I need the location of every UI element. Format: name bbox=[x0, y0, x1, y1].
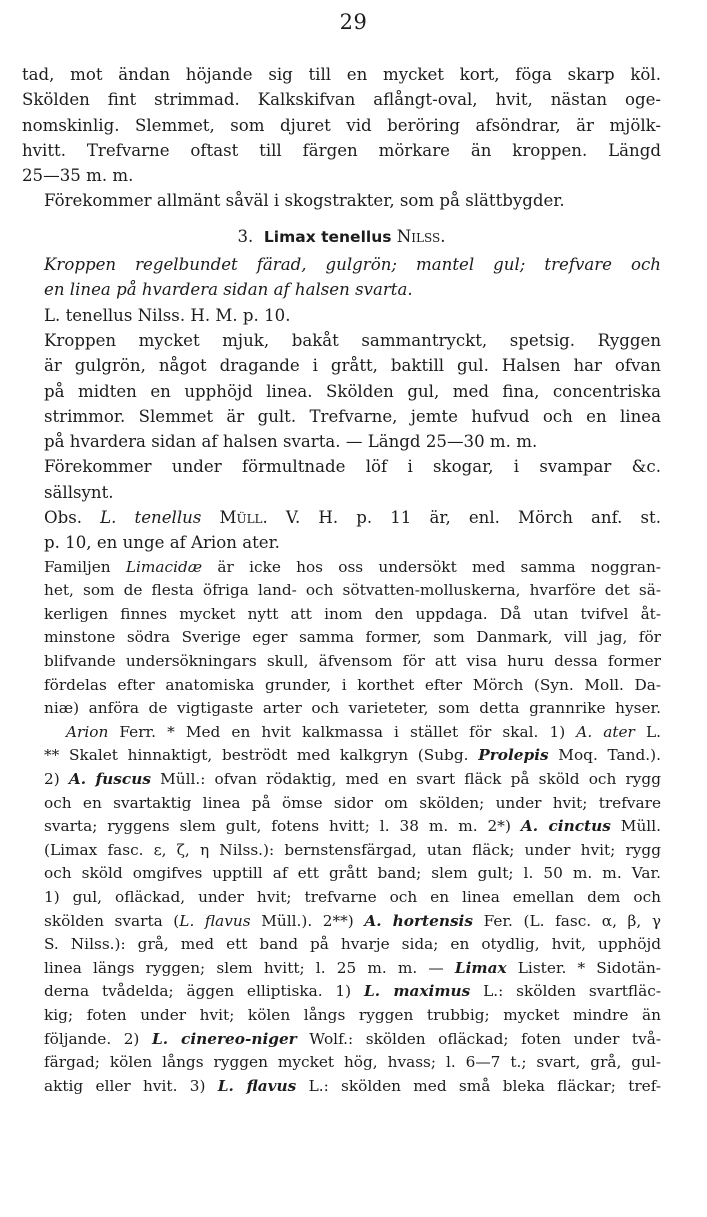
text-line bbox=[22, 277, 661, 302]
species-heading bbox=[22, 224, 661, 250]
text-line: kig; foten under hvit; kölen långs ryggen trubbig; mycket mindre än bbox=[44, 1005, 661, 1024]
text-fragment: Müll.: ofvan rödaktig, med en svart fläck på sköld och rygg bbox=[160, 769, 661, 788]
text-fragment: 2) bbox=[44, 769, 60, 788]
text-line: kerligen finnes mycket nytt att inom den uppdaga. Då utan tvifvel åt- bbox=[44, 604, 661, 623]
text-line bbox=[22, 768, 661, 792]
text-line bbox=[22, 910, 661, 934]
taxon-name: A. fuscus bbox=[68, 769, 151, 788]
text-line: nomskinlig. Slemmet, som djuret vid beröring afsöndrar, är mjölk- bbox=[22, 115, 661, 135]
paragraph-species-description bbox=[22, 328, 661, 454]
text-line: tad, mot ändan höjande sig till en mycket kort, föga skarp köl. bbox=[22, 65, 661, 84]
text-line: är gulgrön, något dragande i grått, baktill gul. Halsen har ofvan bbox=[44, 356, 661, 376]
text-fragment: Fer. (L. fasc. α, β, γ bbox=[483, 911, 661, 930]
text-line: och sköld omgifves upptill af ett grått band; slem gult; l. 50 m. m. Var. bbox=[44, 864, 661, 883]
text-fragment: L.: skölden svartfläc- bbox=[483, 982, 661, 1001]
text-line bbox=[22, 721, 661, 745]
text-line: het, som de flesta öfriga land- och sötvatten-molluskerna, hvarföre det sä- bbox=[44, 581, 661, 600]
text-line: på midten en upphöjd linea. Skölden gul, med fina, concentriska bbox=[44, 381, 661, 401]
text-line: blifvande undersökningars skull, äfvensom för att visa huru dessa former bbox=[44, 652, 661, 671]
text-line: och en svartaktig linea på ömse sidor om skölden; under hvit; trefvare bbox=[44, 793, 661, 812]
taxon-name: L. tenellus bbox=[100, 508, 202, 528]
paragraph-family bbox=[22, 556, 661, 1099]
species-author: Nilss. bbox=[396, 226, 446, 246]
author-name: Müll. bbox=[219, 508, 268, 528]
text-line bbox=[22, 1075, 661, 1099]
text-line: Kroppen mycket mjuk, bakåt sammantryckt, spetsig. Ryggen bbox=[44, 330, 661, 350]
text-line: strimmor. Slemmet är gult. Trefvarne, jemte hufvud och en linea bbox=[44, 406, 661, 426]
text-line: (Limax fasc. ε, ζ, η Nilss.): bernstensfärgad, utan fläck; under hvit; rygg bbox=[44, 840, 661, 859]
page-number: 29 bbox=[339, 10, 368, 34]
text-fragment: Müll.). 2**) bbox=[261, 911, 354, 930]
text-line bbox=[22, 1028, 661, 1052]
text-line: Förekommer under förmultnade löf i skogar, i svampar &c. bbox=[44, 457, 661, 477]
text-fragment: L.: skölden med små bleka fläckar; tref- bbox=[308, 1076, 661, 1095]
taxon-name: Arion bbox=[66, 722, 109, 741]
text-fragment: derna tvådelda; äggen elliptiska. 1) bbox=[44, 982, 352, 1001]
text-line: p. 10, en unge af Arion ater. bbox=[44, 533, 280, 553]
text-line: minstone södra Sverige eger samma former, som Danmark, vill jag, för bbox=[44, 628, 661, 647]
paragraph-occurrence-2 bbox=[22, 454, 661, 505]
text-line: niæ) anföra de vigtigaste arter och varieteter, som detta grannrike hyser. bbox=[44, 699, 661, 718]
text-fragment: linea längs ryggen; slem hvitt; l. 25 m. m. — bbox=[44, 958, 444, 977]
species-number: 3. bbox=[237, 226, 254, 246]
text-line: färgad; kölen långs ryggen mycket hög, hvass; l. 6—7 t.; svart, grå, gul- bbox=[44, 1053, 661, 1072]
text-fragment: Ferr. * Med en hvit kalkmassa i stället för skal. 1) bbox=[119, 722, 566, 741]
text-line bbox=[22, 815, 661, 839]
obs-label: Obs. bbox=[44, 508, 83, 528]
text-line bbox=[22, 957, 661, 981]
text-fragment: är icke hos oss undersökt med samma noggran- bbox=[217, 557, 661, 576]
text-line: hvitt. Trefvarne oftast till färgen mörkare än kroppen. Längd bbox=[22, 140, 661, 160]
taxon-name: Prolepis bbox=[478, 746, 549, 765]
diagnosis-text: en linea på hvardera sidan af halsen svarta. bbox=[44, 280, 413, 300]
text-fragment: skölden svarta ( bbox=[44, 911, 180, 930]
text-line: Förekommer allmänt såväl i skogstrakter, som på slättbygder. bbox=[44, 191, 565, 211]
text-line bbox=[22, 980, 661, 1004]
taxon-name: Limax bbox=[454, 958, 507, 977]
species-name: Limax tenellus bbox=[263, 227, 392, 246]
text-fragment: Müll. bbox=[620, 817, 661, 836]
text-line: på hvardera sidan af halsen svarta. — Längd 25—30 m. m. bbox=[44, 432, 538, 452]
text-fragment: Familjen bbox=[44, 557, 111, 576]
text-line: 25—35 m. m. bbox=[22, 166, 134, 186]
text-line bbox=[22, 505, 661, 530]
text-body bbox=[22, 62, 661, 1098]
text-fragment: följande. 2) bbox=[44, 1029, 140, 1048]
text-line: S. Nilss.): grå, med ett band på hvarje sida; en otydlig, hvit, upphöjd bbox=[44, 935, 661, 954]
taxon-name: A. hortensis bbox=[364, 911, 473, 930]
family-notes bbox=[22, 556, 661, 1099]
taxon-name: Limacidæ bbox=[125, 557, 203, 576]
paragraph-occurrence bbox=[22, 188, 661, 213]
text-line: Skölden fint strimmad. Kalkskifvan aflångt-oval, hvit, nästan oge- bbox=[22, 90, 661, 110]
text-fragment: L. bbox=[645, 722, 661, 741]
taxon-name: L. flavus bbox=[217, 1076, 297, 1095]
text-line: sällsynt. bbox=[44, 482, 114, 502]
text-line bbox=[22, 556, 661, 580]
text-fragment: Lister. * Sidotän- bbox=[517, 958, 661, 977]
text-line bbox=[22, 744, 661, 768]
diagnosis-text: Kroppen regelbundet färad, gulgrön; mantel gul; trefvare och bbox=[44, 255, 661, 275]
paragraph-observation bbox=[22, 505, 661, 556]
paragraph-description-end bbox=[22, 62, 661, 188]
text-line: L. tenellus Nilss. H. M. p. 10. bbox=[44, 305, 291, 325]
text-fragment: aktig eller hvit. 3) bbox=[44, 1076, 206, 1095]
obs-text: V. H. p. 11 är, enl. Mörch anf. st. bbox=[285, 508, 661, 528]
text-fragment: Moq. Tand.). bbox=[558, 746, 661, 765]
text-line bbox=[22, 252, 661, 277]
taxon-name: L. flavus bbox=[179, 911, 251, 930]
synonym-reference bbox=[22, 303, 661, 328]
taxon-name: L. cinereo-niger bbox=[151, 1029, 297, 1048]
text-fragment: svarta; ryggens slem gult, fotens hvitt; l. 38 m. m. 2*) bbox=[44, 817, 511, 836]
text-line: fördelas efter anatomiska grunder, i korthet efter Mörch (Syn. Moll. Da- bbox=[44, 675, 661, 694]
text-fragment: Wolf.: skölden ofläckad; foten under två- bbox=[309, 1029, 661, 1048]
text-line: 1) gul, ofläckad, under hvit; trefvarne och en linea emellan dem och bbox=[44, 887, 661, 906]
taxon-name: A. ater bbox=[576, 722, 635, 741]
text-fragment: ** Skalet hinnaktigt, beströdt med kalkgryn (Subg. bbox=[44, 746, 469, 765]
taxon-name: L. maximus bbox=[363, 982, 471, 1001]
species-diagnosis bbox=[22, 252, 661, 303]
taxon-name: A. cinctus bbox=[520, 817, 611, 836]
